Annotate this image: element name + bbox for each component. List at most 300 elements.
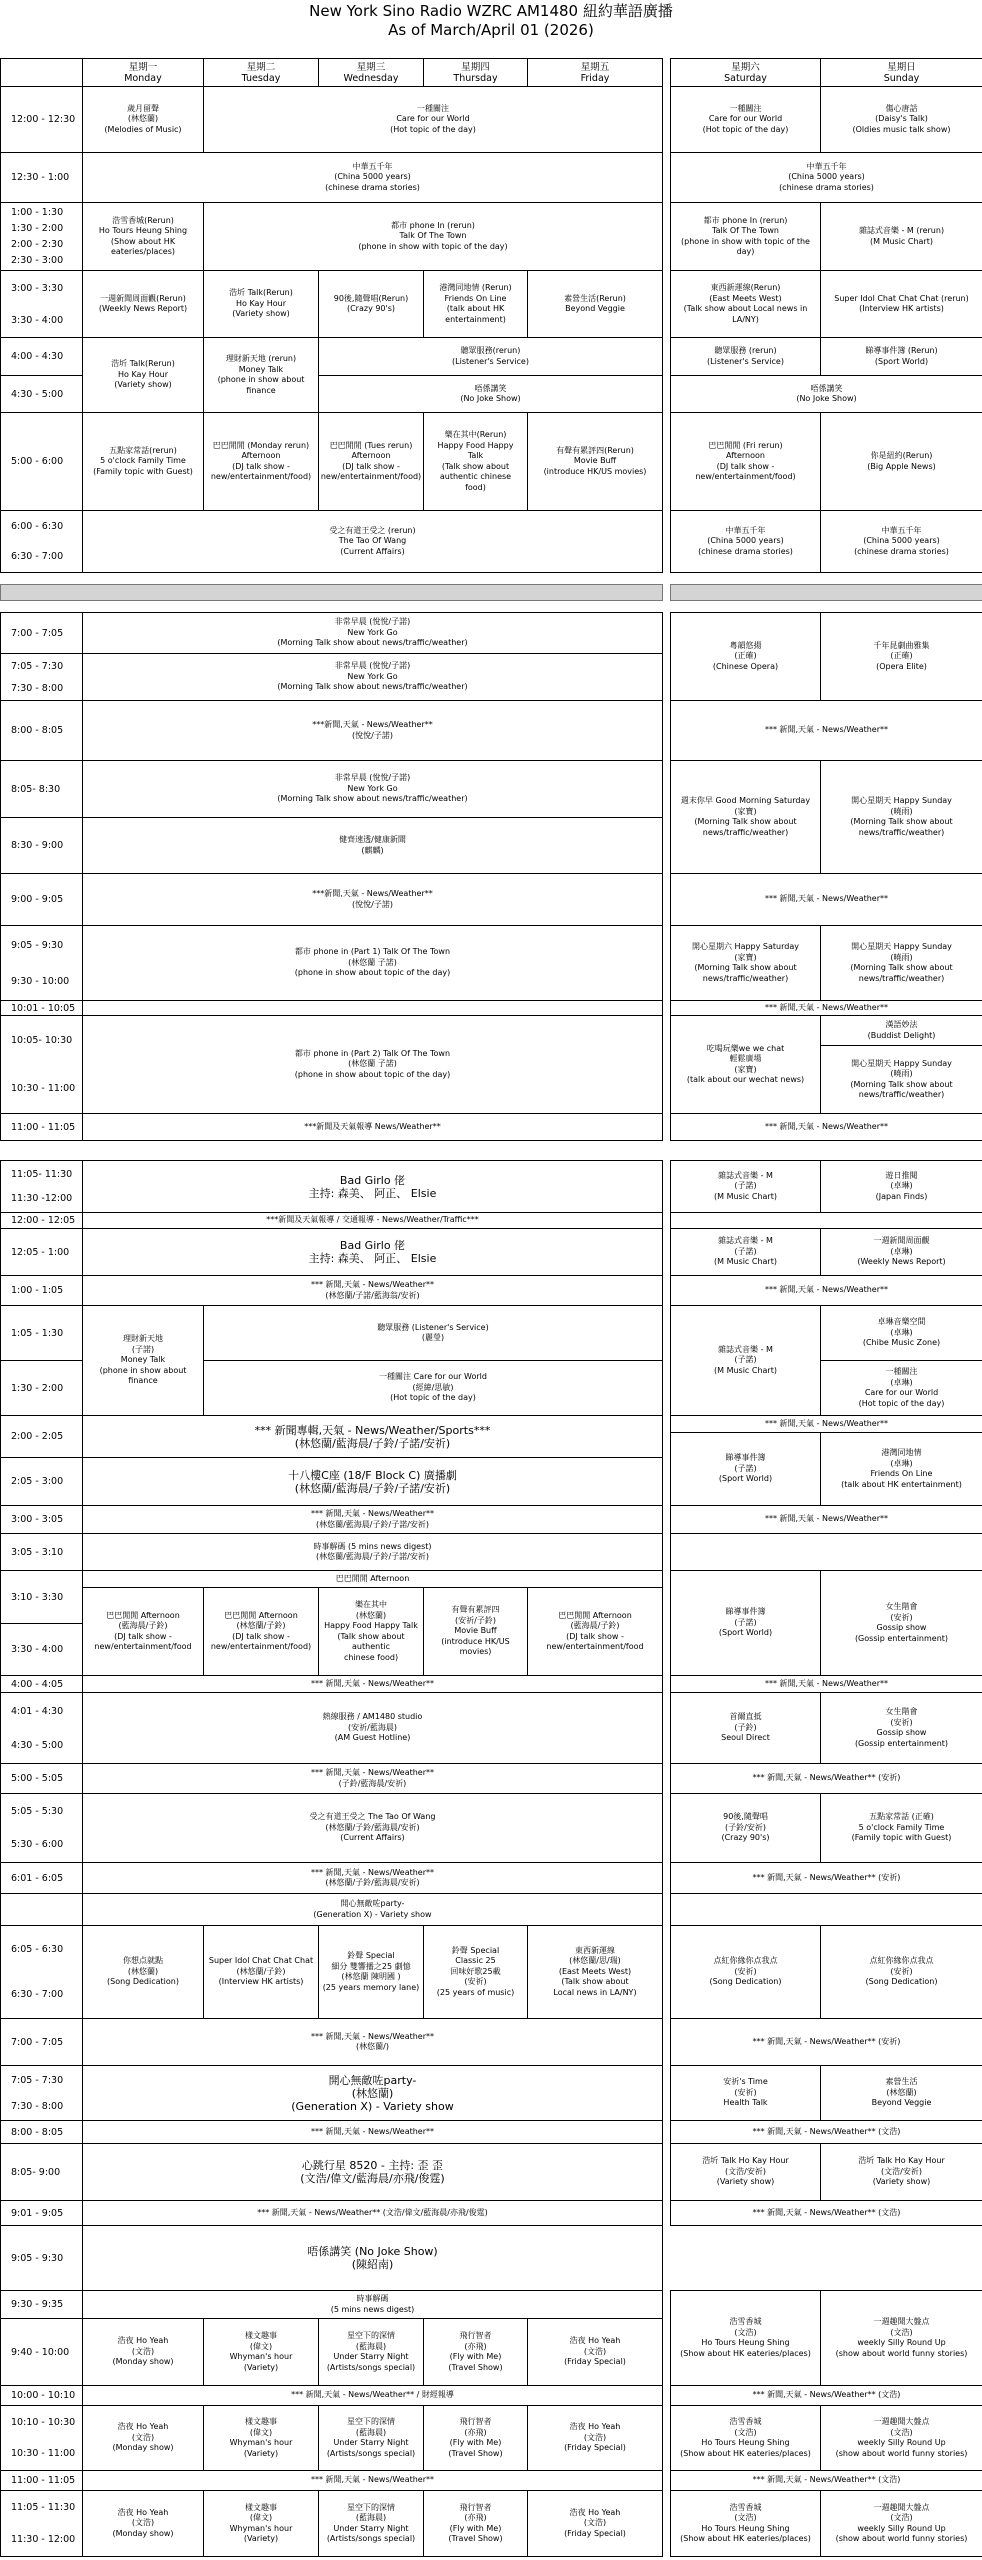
cell-text: 開心無敵咗party- (Generation X) - Variety show (313, 1899, 432, 1919)
cell-text: *** 新聞,天氣 - News/Weather** (764, 1514, 889, 1524)
time-slot (0, 1505, 83, 1534)
time-slot (0, 817, 83, 874)
cell-text: 巴巴閒閒 Afternoon (藍海晨/子鈴) (DJ talk show - new/entertainment/food (94, 1610, 192, 1651)
program-cell (82, 1763, 663, 1794)
time-slot (0, 925, 83, 1001)
cell-text: 有聲有累評四(Rerun) Movie Buff (introduce HK/US movies) (543, 445, 647, 476)
program-cell (820, 1160, 982, 1213)
program-cell (820, 2143, 982, 2201)
cell-text: 点紅你緣你点我点 (安祈) (Song Dedication) (709, 1956, 782, 1987)
time-label: 7:30 - 8:00 (11, 682, 64, 694)
program-cell (82, 1457, 663, 1506)
cell-text: 浩圻 Talk(Rerun) Ho Kay Hour (Variety show) (111, 359, 175, 390)
cell-text: 一週新聞周面觀(Rerun) (Weekly News Report) (98, 293, 188, 313)
time-label: 9:00 - 9:05 (11, 894, 64, 905)
cell-text: ***新聞,天氣 - News/Weather** (悅悅/子諾) (312, 889, 433, 909)
cell-text: 巴巴閒閒 Afternoon (林悠蘭/子鈴) (DJ talk show - new/entertainment/food) (210, 1610, 312, 1651)
program-cell (820, 1015, 982, 1046)
cell-text: 樂在其中(Rerun) Happy Food Happy Talk (Talk show about authentic chinese food) (437, 430, 514, 492)
cell-text: 開心星期天 Happy Sunday (曉雨) (Morning Talk show about news/traffic/weather) (850, 796, 953, 837)
time-label: 6:30 - 7:00 (11, 1989, 64, 2000)
cell-text: *** 新聞,天氣 - News/Weather** (安祈) (752, 2036, 901, 2046)
cell-text: 一週趣聞大盤点 (文浩) weekly Silly Round Up (show about world funny stories) (835, 2417, 968, 2458)
time-label: 3:30 - 4:00 (11, 314, 64, 326)
cell-text: *** 新聞,天氣 - News/Weather** (310, 2475, 435, 2485)
program-cell (82, 1113, 663, 1141)
cell-text: 港灣同地情 (卓琳) Friends On Line (talk about HK entertainment) (841, 1448, 962, 1489)
program-cell (82, 1862, 663, 1894)
cell-text: 雜誌式音樂 - M (子諾) (M Music Chart) (714, 1344, 777, 1375)
time-slot (0, 1228, 83, 1276)
cell-text: 有聲有累評四 (安祈/子鈴) Movie Buff (introduce HK/US movies) (441, 1605, 510, 1657)
program-cell (82, 510, 663, 573)
time-slot (0, 510, 83, 573)
program-cell (527, 2490, 663, 2557)
day-header-wed (318, 58, 424, 87)
cell-text: 開心星期天 Happy Sunday (曉雨) (Morning Talk show about news/traffic/weather) (850, 1058, 953, 1099)
time-label: 8:05- 8:30 (11, 783, 61, 795)
time-label: 7:05 - 7:30 (11, 2074, 64, 2086)
time-label: 11:00 - 11:05 (11, 2475, 76, 2486)
cell-text: 遊日推閱 (卓琳) (Japan Finds) (875, 1170, 928, 1201)
cell-text: 樣文趣事 (偉文) Whyman's hour (Variety) (229, 2417, 293, 2458)
cell-text: 睇導事件簿 (Rerun) (Sport World) (865, 346, 938, 366)
program-cell (670, 873, 982, 926)
time-label: 11:30 - 12:00 (11, 2533, 76, 2545)
program-cell (203, 2318, 319, 2386)
program-cell (423, 412, 528, 511)
cell-text: 聽眾服務 (rerun) (Listener's Service) (707, 346, 784, 366)
program-cell (670, 1862, 982, 1894)
program-cell (670, 202, 821, 271)
time-slot (0, 2143, 83, 2201)
time-slot (0, 653, 83, 701)
cell-text: *** 新聞,天氣 - News/Weather** (林悠蘭/) (310, 2031, 435, 2051)
program-cell (670, 412, 821, 511)
program-cell (820, 1925, 982, 2019)
program-cell (82, 1587, 204, 1676)
cell-text: 一種關注 Care for our World (經緯/思敏) (Hot topic of the day) (379, 1372, 487, 1403)
program-cell (82, 2405, 204, 2471)
cell-text: 素營生活(Rerun) Beyond Veggie (564, 293, 626, 313)
blank-cell (82, 1000, 663, 1016)
time-slot (0, 1212, 83, 1229)
time-slot (0, 612, 83, 654)
program-cell (318, 2405, 424, 2471)
program-cell (820, 1570, 982, 1676)
cell-text: 睇導事件簿 (子諾) (Sport World) (718, 1607, 773, 1638)
time-label: 8:30 - 9:00 (11, 840, 64, 851)
program-cell (318, 412, 424, 511)
cell-text: 心跳行星 8520 - 主持: 歪 歪 (文浩/偉文/藍海晨/亦飛/俊霆) (300, 2159, 445, 2185)
time-label: 4:01 - 4:30 (11, 1705, 64, 1717)
section-divider (0, 584, 663, 601)
program-cell (82, 1275, 663, 1306)
time-slot (0, 1113, 83, 1141)
program-cell (203, 2490, 319, 2557)
cell-text: 一種關注 (卓琳) Care for our World (Hot topic of the day) (858, 1367, 945, 1408)
program-cell (318, 1587, 424, 1676)
program-cell (820, 760, 982, 874)
program-cell (670, 1228, 821, 1276)
program-cell (670, 375, 982, 413)
cell-text: *** 新聞,天氣 - News/Weather** / 財經報導 (291, 2390, 454, 2400)
cell-text: *** 新聞,天氣 - News/Weather** (林悠蘭/子諾/藍海翁/安祈) (310, 1280, 435, 1300)
program-cell (670, 2065, 821, 2121)
program-cell (670, 337, 821, 376)
cell-text: 時事解碼 (5 mins news digest) (330, 2294, 415, 2314)
cell-text: 都市 phone In (rerun) Talk Of The Town (phone in show with topic of the day) (358, 220, 508, 251)
program-cell (670, 270, 821, 338)
program-cell (527, 1925, 663, 2019)
program-cell (82, 2225, 663, 2291)
program-cell (203, 412, 319, 511)
time-label: 1:30 - 2:00 (11, 222, 64, 234)
program-cell (82, 2385, 663, 2406)
program-cell (820, 1360, 982, 1416)
time-label: 2:30 - 3:00 (11, 255, 64, 267)
program-cell (82, 1505, 663, 1534)
program-cell (82, 2200, 663, 2226)
program-cell (527, 412, 663, 511)
cell-text: 女生階會 (安祈) Gossip show (Gossip entertainment) (854, 1602, 949, 1643)
time-label: 3:05 - 3:10 (11, 1546, 64, 1558)
cell-text: 巴巴閒閒 (Monday rerun) Afternoon (DJ talk show - new/entertainment/food) (210, 440, 312, 481)
cell-text: 港灣同地情 (Rerun) Friends On Line (talk about HK entertainment) (439, 283, 512, 324)
time-label: 8:00 - 8:05 (11, 2126, 64, 2138)
cell-text: 受之有道王受之 The Tao Of Wang (林悠蘭/子鈴/藍海晨/安祈) (Current Affairs) (309, 1812, 436, 1843)
program-cell (670, 2120, 982, 2144)
cell-text: 熱線服務 / AM1480 studio (安祈/藍海晨) (AM Guest Hotline) (322, 1712, 423, 1743)
cell-text: 傷心唐話 (Daisy's Talk) (Oldies music talk show) (852, 103, 951, 134)
time-slot (0, 1763, 83, 1794)
time-label: 12:05 - 1:00 (11, 1246, 70, 1258)
time-slot (0, 2490, 83, 2557)
cell-text: Bad Girlo 佬 主持: 森美、 阿正、 Elsie (308, 1239, 437, 1265)
cell-text: 歲月留聲 (林悠蘭) (Melodies of Music) (104, 103, 182, 134)
program-cell (670, 2200, 982, 2226)
program-cell (820, 270, 982, 338)
time-label: 5:30 - 6:00 (11, 1839, 64, 1850)
time-label: 8:00 - 8:05 (11, 725, 64, 736)
time-label: 11:05 - 11:30 (11, 2502, 76, 2514)
program-cell (670, 1570, 821, 1676)
cell-text: 五點家常話 (正確) 5 o'clock Family Time (Family topic with Guest) (851, 1812, 952, 1843)
cell-text: *** 新聞,天氣 - News/Weather** (764, 1121, 889, 1131)
cell-text: 浩雪香城 (文浩) Ho Tours Heung Shing (Show about HK eateries/places) (680, 2417, 811, 2458)
program-cell (82, 1305, 204, 1416)
time-label: 1:30 - 2:00 (11, 1382, 64, 1394)
cell-text: 星期一 Monday (124, 61, 162, 84)
cell-text: 樣文趣事 (偉文) Whyman's hour (Variety) (229, 2502, 293, 2543)
program-cell (318, 1925, 424, 2019)
cell-text: 浩雪香城(Rerun) Ho Tours Heung Shing (Show about HK eateries/places) (98, 215, 188, 256)
day-header-sat (670, 58, 821, 87)
cell-text: 点紅你緣你点我点 (安祈) (Song Dedication) (865, 1956, 938, 1987)
program-cell (82, 202, 204, 271)
cell-text: 開心無敵咗party- (林悠蘭) (Generation X) - Variety show (291, 2073, 454, 2113)
time-label: 12:30 - 1:00 (11, 172, 70, 183)
cell-text: 一週趣聞大盤点 (文浩) weekly Silly Round Up (show about world funny stories) (835, 2502, 968, 2543)
program-cell (82, 2120, 663, 2144)
cell-text: 星期六 Saturday (724, 61, 767, 84)
cell-text: 浩夜 Ho Yeah (文浩) (Monday show) (112, 2422, 174, 2453)
cell-text: 浩夜 Ho Yeah (文浩) (Friday Special) (564, 2422, 626, 2453)
program-cell (82, 337, 204, 413)
program-cell (82, 1415, 663, 1458)
program-cell (820, 1432, 982, 1506)
time-slot (0, 1160, 83, 1213)
program-cell (318, 375, 663, 413)
program-cell (203, 1305, 663, 1361)
program-cell (820, 510, 982, 573)
time-label: 5:05 - 5:30 (11, 1806, 64, 1817)
time-label: 1:05 - 1:30 (11, 1327, 64, 1339)
cell-text: *** 新聞,天氣 - News/Weather** (764, 725, 889, 735)
program-cell (820, 1692, 982, 1764)
time-label: 12:00 - 12:05 (11, 1215, 76, 1226)
cell-text: *** 新聞,天氣 - News/Weather** (764, 894, 889, 904)
cell-text: 90後,隨聲唱(Rerun) (Crazy 90's) (333, 293, 409, 313)
program-cell (670, 1113, 982, 1141)
program-cell (670, 1793, 821, 1863)
program-cell (670, 1160, 821, 1213)
time-label: 7:00 - 7:05 (11, 627, 64, 639)
time-label: 8:05- 9:00 (11, 2166, 61, 2178)
program-cell (670, 2490, 821, 2557)
program-cell (670, 510, 821, 573)
program-cell (82, 1015, 663, 1114)
cell-text: 星期三 Wednesday (343, 61, 399, 84)
program-cell (82, 2290, 663, 2319)
program-cell (82, 873, 663, 926)
time-label: 2:05 - 3:00 (11, 1476, 64, 1487)
time-label: 10:30 - 11:00 (11, 1082, 76, 1094)
program-cell (82, 612, 663, 654)
time-slot (0, 2290, 83, 2319)
program-cell (82, 817, 663, 874)
cell-text: 90後,隨聲唱 (子鈴/安祈) (Crazy 90's) (721, 1812, 770, 1843)
time-slot (0, 2225, 83, 2291)
program-cell (670, 86, 821, 153)
program-cell (423, 2318, 528, 2386)
time-label: 5:00 - 6:00 (11, 456, 64, 467)
time-label: 9:30 - 9:35 (11, 2299, 64, 2310)
program-cell (820, 612, 982, 701)
program-cell (203, 1360, 663, 1416)
time-label: 4:30 - 5:00 (11, 1739, 64, 1751)
program-cell (423, 270, 528, 338)
cell-text: 浩夜 Ho Yeah (文浩) (Friday Special) (564, 2507, 626, 2538)
cell-text: 中華五千年 (China 5000 years) (chinese drama stories) (698, 525, 793, 556)
program-cell (82, 2318, 204, 2386)
cell-text: 中華五千年 (China 5000 years) (chinese drama stories) (779, 161, 874, 192)
cell-text: Super Idol Chat Chat Chat (林悠蘭/子鈴) (Interview HK artists) (208, 1956, 314, 1987)
program-cell (82, 2470, 663, 2491)
program-cell (82, 700, 663, 761)
time-label: 6:30 - 7:00 (11, 550, 64, 562)
time-label: 4:30 - 5:00 (11, 388, 64, 400)
time-slot (0, 760, 83, 818)
time-label: 4:00 - 4:05 (11, 1678, 64, 1690)
program-cell (82, 760, 663, 818)
program-cell (670, 2385, 982, 2406)
cell-text: 雜誌式音樂 - M (子諾) (M Music Chart) (714, 1236, 777, 1267)
program-cell (527, 270, 663, 338)
day-header-mon (82, 58, 204, 87)
cell-text: 東西新運線 (林悠蘭/思/瑞) (East Meets West) (Talk show about Local news in LA/NY) (553, 1945, 637, 1997)
time-slot (0, 1675, 83, 1693)
time-slot (0, 202, 83, 271)
cell-text: 首爾直抵 (子鈴) Seoul Direct (721, 1712, 770, 1743)
schedule-subtitle: As of March/April 01 (2026) (388, 21, 594, 39)
cell-text: 星期四 Thursday (453, 61, 498, 84)
day-header-fri (527, 58, 663, 87)
time-slot (0, 1360, 83, 1416)
time-slot (0, 2385, 83, 2406)
program-cell (82, 1212, 663, 1229)
time-label: 9:01 - 9:05 (11, 2207, 64, 2219)
program-cell (82, 2490, 204, 2557)
time-slot (0, 1457, 83, 1506)
cell-text: 唔係講笑 (No Joke Show) (陳紹南) (307, 2245, 438, 2271)
cell-text: *** 新聞,天氣 - News/Weather** (310, 1678, 435, 1688)
time-slot (0, 1793, 83, 1863)
program-cell (670, 1000, 982, 1016)
program-cell (820, 2490, 982, 2557)
cell-text: 中華五千年 (China 5000 years) (chinese drama stories) (854, 525, 949, 556)
time-label: 11:30 -12:00 (11, 1193, 73, 1205)
program-cell (82, 2143, 663, 2201)
cell-text: 巴巴閒閒 (Fri rerun) Afternoon (DJ talk show - new/entertainment/food) (695, 440, 796, 481)
program-cell (820, 337, 982, 376)
program-cell (82, 2018, 663, 2066)
time-label: 3:10 - 3:30 (11, 1591, 64, 1603)
time-label: 3:00 - 3:05 (11, 1514, 64, 1525)
cell-text: *** 新聞,天氣 - News/Weather** (文浩) (752, 2390, 901, 2400)
day-header-tue (203, 58, 319, 87)
time-label: 6:01 - 6:05 (11, 1872, 64, 1884)
cell-text: 吃喝玩樂we we chat 輕鬆廣場 (家寶) (talk about our wechat news) (686, 1043, 805, 1084)
program-cell (82, 653, 663, 701)
time-slot (0, 1692, 83, 1764)
cell-text: *** 新聞,天氣 - News/Weather** (文浩/偉文/藍海晨/亦飛/俊霆) (257, 2207, 488, 2217)
program-cell (670, 1925, 821, 2019)
cell-text: *** 新聞,天氣 - News/Weather** (子鈴/藍海晨/安祈) (310, 1768, 435, 1788)
program-cell (82, 1160, 663, 1213)
cell-text: *** 新聞,天氣 - News/Weather** (安祈) (752, 1773, 901, 1783)
cell-text: 聽眾服務 (Listener's Service) (麗瑩) (377, 1322, 489, 1342)
cell-text: 開心星期天 Happy Sunday (曉雨) (Morning Talk show about news/traffic/weather) (850, 942, 953, 983)
cell-text: 十八樓C座 (18/F Block C) 廣播劇 (林悠蘭/藍海晨/子鈴/子諾/安祈) (288, 1468, 457, 1495)
time-slot (0, 1275, 83, 1306)
program-cell (820, 86, 982, 153)
cell-text: 都市 phone In (rerun) Talk Of The Town (phone in show with topic of the day) (681, 215, 810, 256)
time-label: 5:00 - 5:05 (11, 1773, 64, 1784)
program-cell (670, 700, 982, 761)
program-cell (82, 152, 663, 203)
program-cell (82, 925, 663, 1001)
program-cell (820, 925, 982, 1001)
time-slot (0, 1893, 83, 1926)
cell-text: 星空下的深情 (藍海晨) Under Starry Night (Artists/songs special) (326, 2502, 416, 2543)
cell-text: 卓琳音樂空間 (卓琳) (Chibe Music Zone) (862, 1317, 941, 1348)
cell-text: 星期日 Sunday (883, 61, 920, 84)
time-slot (0, 337, 83, 376)
program-cell (203, 1925, 319, 2019)
program-cell (527, 2405, 663, 2471)
blank-cell (670, 1212, 982, 1229)
time-slot (0, 270, 83, 338)
program-cell (670, 612, 821, 701)
time-slot (0, 2318, 83, 2386)
section-divider (670, 584, 982, 601)
time-label: 7:00 - 7:05 (11, 2036, 64, 2048)
time-label: 4:00 - 4:30 (11, 351, 64, 362)
program-cell (318, 2318, 424, 2386)
time-slot (0, 1925, 83, 2019)
time-label: 7:05 - 7:30 (11, 660, 64, 672)
cell-text: 你想点就點 (林悠蘭) (Song Dedication) (107, 1956, 179, 1987)
cell-text: 都市 phone in (Part 1) Talk Of The Town (林悠蘭 子諾) (phone in show about topic of the day) (294, 947, 451, 978)
cell-text: 雜誌式音樂 - M (rerun) (M Music Chart) (858, 226, 945, 246)
time-label: 2:00 - 2:30 (11, 239, 64, 251)
cell-text: 星期五 Friday (580, 61, 610, 84)
program-cell (423, 2490, 528, 2557)
cell-text: 浩雪香城 (文浩) Ho Tours Heung Shing (Show about HK eateries/places) (680, 2317, 811, 2358)
blank-cell (670, 1893, 982, 1926)
cell-text: Super Idol Chat Chat Chat (rerun) (Interview HK artists) (834, 293, 969, 313)
time-label: 11:00 - 11:05 (11, 1121, 76, 1133)
cell-text: 女生階會 (安祈) Gossip show (Gossip entertainment) (854, 1707, 949, 1748)
cell-text: 浩圻 Talk Ho Kay Hour (文浩/安祈) (Variety show) (858, 2156, 945, 2187)
cell-text: 非常早晨 (悅悅/子諾) New York Go (Morning Talk show about news/traffic/weather) (277, 617, 468, 648)
corner-cell (0, 58, 83, 87)
program-cell (820, 2065, 982, 2121)
program-cell (820, 1228, 982, 1276)
cell-text: 非常早晨 (悅悅/子諾) New York Go (Morning Talk show about news/traffic/weather) (277, 661, 468, 692)
cell-text: 星空下的深情 (藍海晨) Under Starry Night (Artists/songs special) (326, 2417, 416, 2458)
cell-text: 都市 phone in (Part 2) Talk Of The Town (林悠蘭 子諾) (phone in show about topic of the day) (294, 1048, 451, 1079)
program-cell (82, 1793, 663, 1863)
cell-text: ***新聞及天氣報導 News/Weather** (304, 1121, 441, 1131)
cell-text: 一種關注 Care for our World (Hot topic of the day) (702, 103, 789, 134)
cell-text: 時事解碼 (5 mins news digest) (林悠蘭/藍海晨/子鈴/子諾/安祈) (313, 1541, 432, 1561)
program-cell (527, 1587, 663, 1676)
time-label: 10:05- 10:30 (11, 1035, 73, 1047)
time-label: 9:05 - 9:30 (11, 2252, 64, 2264)
time-label: 1:00 - 1:05 (11, 1285, 64, 1296)
cell-text: 千年昆劇曲雅集 (正確) (Opera Elite) (873, 640, 930, 671)
cell-text: 健齊速透/健康新聞 (麒麟) (339, 835, 406, 855)
cell-text: *** 新聞,天氣 - News/Weather** (764, 1285, 889, 1295)
cell-text: 你是紐約(Rerun) (Big Apple News) (867, 451, 936, 471)
program-cell (670, 1305, 821, 1416)
program-cell (82, 1228, 663, 1276)
cell-text: 一週新聞周面觀 (卓琳) (Weekly News Report) (857, 1236, 946, 1267)
program-cell (318, 2490, 424, 2557)
program-cell (670, 1432, 821, 1506)
program-cell (82, 1533, 663, 1571)
schedule-title: New York Sino Radio WZRC AM1480 紐約華語廣播 (309, 2, 673, 20)
cell-text: 巴巴閒閒 (Tues rerun) Afternoon (DJ talk show - new/entertainment/food) (320, 440, 422, 481)
cell-text: 鈴聲 Special 細分 雙響播之25 劇憶 (林悠蘭 陳明國 ) (25 years memory lane) (322, 1951, 420, 1992)
cell-text: *** 新聞,天氣 - News/Weather** (安祈) (752, 1872, 901, 1882)
time-slot (0, 873, 83, 926)
time-slot (0, 2405, 83, 2471)
program-cell (670, 1505, 982, 1534)
time-label: 7:30 - 8:00 (11, 2100, 64, 2112)
